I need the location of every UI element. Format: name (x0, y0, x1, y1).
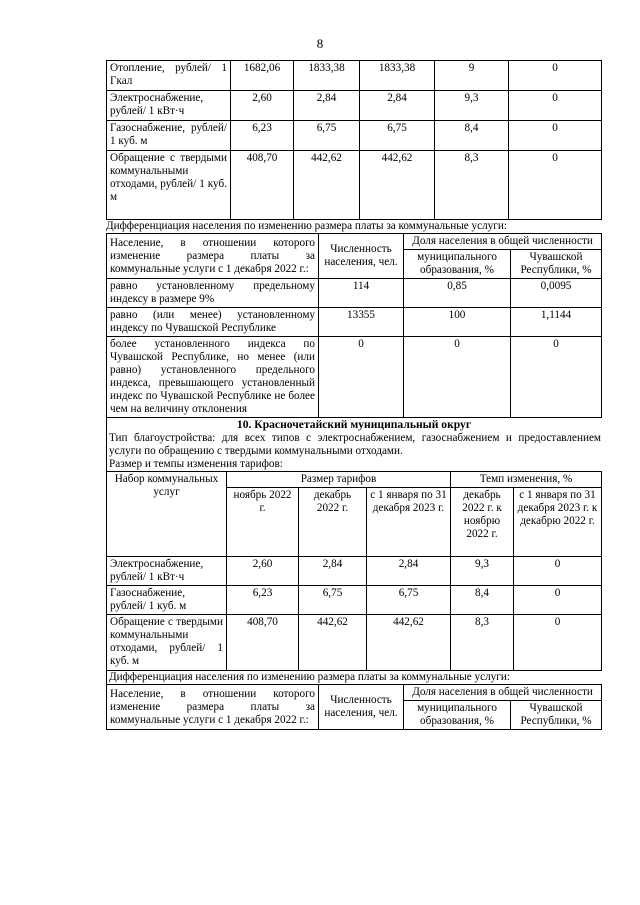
table-header-row: ноябрь 2022 г. декабрь 2022 г. с 1 января по 31 декабря 2023 г. декабрь 2022 г. к ноябрю 2022 г. с 1 января по 31 декабря 2023 г. к декабрю 2022 г. (107, 488, 602, 557)
table-header-row: Население, в отношении которого изменение размера платы за коммунальные услуги с 1 декабря 2022 г.: Численность населения, чел. Доля населения в общей численности (107, 685, 602, 701)
table-row: Электроснабжение, рублей/ 1 кВт·ч 2,60 2,84 2,84 9,3 0 (107, 91, 602, 121)
tariffs-caption: Размер и темпы изменения тарифов: (106, 458, 601, 471)
table-row: Газоснабжение, рублей/ 1 куб. м 6,23 6,75 6,75 8,4 0 (107, 586, 602, 615)
diff-caption: Дифференциация населения по изменению размера платы за коммунальные услуги: (106, 220, 507, 232)
table-header-row: муниципального образования, % Чувашской Республики, % (107, 701, 602, 730)
table-row: равно (или менее) установленному индексу по Чувашской Республике 13355 100 1,1144 (107, 308, 602, 337)
table-row: Газоснабжение, рублей/ 1 куб. м 6,23 6,75 6,75 8,4 0 (107, 121, 602, 151)
table-row: Электроснабжение, рублей/ 1 кВт·ч 2,60 2,84 2,84 9,3 0 (107, 557, 602, 586)
table-row: Отопление, рублей/ 1 Гкал 1682,06 1833,38 1833,38 9 0 (107, 61, 602, 91)
table-row: Обращение с твердыми коммунальными отходами, рублей/ 1 куб. м 408,70 442,62 442,62 8,3 0 (107, 151, 602, 220)
table-header-row: Набор коммунальных услуг Размер тарифов Темп изменения, % (107, 472, 602, 488)
page-number: 8 (316, 36, 324, 51)
table-row: равно установленному предельному индексу в размере 9% 114 0,85 0,0095 (107, 279, 602, 308)
table-row: Обращение с твердыми коммунальными отходами, рублей/ 1 куб. м 408,70 442,62 442,62 8,3 0 (107, 615, 602, 671)
population-diff-table-2 (106, 684, 602, 730)
population-diff-table (106, 233, 602, 418)
table-row: более установленного индекса по Чувашской Республике, но менее (или равно) установленного предельного индекса, превышающего установленный индекс по Чувашской Республике не более чем на величину отклонения 0 0 0 (107, 337, 602, 418)
diff-caption: Дифференциация населения по изменению размера платы за коммунальные услуги: (106, 671, 601, 684)
table-header-row: Население, в отношении которого изменение размера платы за коммунальные услуги с 1 декабря 2022 г.: Численность населения, чел. Доля населения в общей численности (107, 234, 602, 250)
tariff-table-krasnochetaisky (106, 471, 602, 671)
table-header-row: муниципального образования, % Чувашской Республики, % (107, 250, 602, 279)
improvement-type-text: Тип благоустройства: для всех типов с электроснабжением, газоснабжением и предоставлением услуги по обращению с твердыми коммунальными отходами. (106, 432, 601, 458)
section-heading: 10. Красночетайский муниципальный округ (106, 418, 601, 432)
document-body (106, 60, 601, 730)
tariff-table-continued (106, 60, 602, 220)
